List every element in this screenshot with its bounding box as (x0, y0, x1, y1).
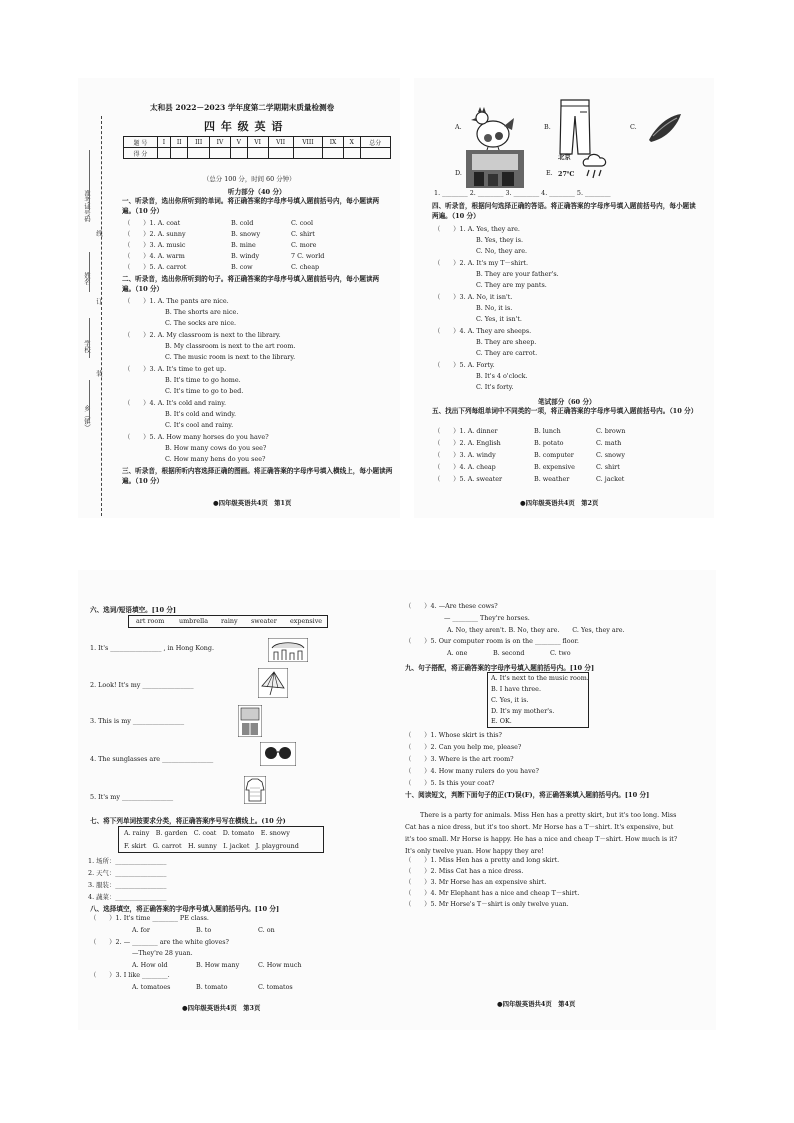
q4-instruction: 四、听录音，根据问句选择正确的答语。将正确答案的字母序号填入题前括号内，每小题读两遍。（10 分） (432, 202, 696, 220)
q4-item-b: B. No, it is. (476, 304, 513, 312)
score-cell[interactable] (360, 148, 390, 159)
q4-item-c: C. Yes, it isn't. (476, 315, 522, 323)
q6-item[interactable]: 2. Look! It's my ________________ (90, 681, 194, 689)
binding-char-line: 线 (95, 230, 103, 237)
art-room-picture (238, 705, 262, 737)
classify-category[interactable]: 1. 场所：________________ (88, 857, 167, 865)
q8-question: （ ）5. Our computer room is on the ________ floor. (405, 637, 579, 645)
field-line (89, 318, 90, 358)
q1-item: C. more (291, 241, 317, 249)
q8-option: C. How much (258, 961, 302, 969)
q8-instruction: 八、选择填空，将正确答案的字母序号填入题前括号内。[10 分] (90, 905, 280, 913)
q2-item-c: C. The music room is next to the library. (165, 353, 296, 361)
score-cell[interactable] (157, 148, 170, 159)
q8-question: （ ）3. I like ________. (90, 971, 170, 979)
q5-item-b: B. computer (534, 451, 574, 459)
score-header: II (170, 137, 187, 148)
q1-item: C. cheap (291, 263, 320, 271)
q4-item-a: （ ）5. A. Forty. (434, 361, 495, 369)
q2-item-a: （ ）4. A. It's cold and rainy. (124, 399, 226, 407)
score-table (123, 136, 391, 159)
q4-item-a: （ ）4. A. They are sheeps. (434, 327, 532, 335)
classify-category[interactable]: 4. 蔬菜：________________ (88, 893, 167, 901)
q6-item[interactable]: 3. This is my ________________ (90, 717, 185, 725)
q8-option: A. tomatoes (132, 983, 171, 991)
q2-item-a: （ ）5. A. How many horses do you have? (124, 433, 269, 441)
binding-char-zhuang: 装 (95, 370, 103, 377)
rain-cloud-icon (582, 152, 608, 182)
q10-instruction: 十、阅读短文，判断下面句子的正(T)误(F)，将正确答案填入题前括号内。[10 分] (405, 791, 650, 799)
town-label: 乡（镇） (83, 405, 91, 431)
q6-item[interactable]: 4. The sunglasses are ________________ (90, 755, 214, 763)
q9-answer: D. It's my mother's. (491, 707, 555, 715)
q2-item-b: B. How many cows do you see? (165, 444, 267, 452)
q9-item: （ ）5. Is this your coat? (405, 779, 495, 787)
score-header: IV (210, 137, 231, 148)
q5-item-c: C. snowy (596, 451, 626, 459)
binding-line (101, 116, 102, 516)
q2-item-a: （ ）2. A. My classroom is next to the library. (124, 331, 281, 339)
q8-option: B. to (196, 926, 212, 934)
q4-item-c: C. No, they are. (476, 247, 528, 255)
q4-item-c: C. They are carrot. (476, 349, 538, 357)
q5-item-b: B. potato (534, 439, 564, 447)
reading-passage-line: it's too small. Mr Horse is happy. He has a nice and cheap T－shirt. How much is it? (405, 835, 678, 843)
q4-item-a: （ ）2. A. It's my T－shirt. (434, 259, 528, 267)
q1-item: B. cow (231, 263, 253, 271)
q5-item-a: （ ）1. A. dinner (434, 427, 498, 435)
score-cell[interactable] (188, 148, 210, 159)
q1-item: （ ）3. A. music (124, 241, 186, 249)
sunglasses-picture (260, 742, 296, 766)
q9-answer: C. Yes, it is. (491, 696, 529, 704)
q4-item-a: （ ）1. A. Yes, they are. (434, 225, 520, 233)
rain-city-picture (268, 638, 308, 662)
field-line (89, 380, 90, 420)
q2-item-c: C. It's cool and rainy. (165, 421, 234, 429)
q5-item-c: C. jacket (596, 475, 625, 483)
classify-category[interactable]: 2. 天气：________________ (88, 869, 167, 877)
q4-item-b: B. They are sheep. (476, 338, 537, 346)
weather-city: 北京 (558, 153, 571, 161)
score-row-label: 得 分 (124, 148, 158, 159)
q8-question: （ ）1. It's time ________ PE class. (90, 914, 209, 922)
score-cell[interactable] (323, 148, 344, 159)
q1-item: 7 C. world (291, 252, 325, 260)
classify-category[interactable]: 3. 服装：________________ (88, 881, 167, 889)
q5-item-a: （ ）4. A. cheap (434, 463, 496, 471)
q10-item: （ ）1. Miss Hen has a pretty and long skirt. (405, 856, 560, 864)
score-cell[interactable] (293, 148, 322, 159)
q8-option: C. tomatos (258, 983, 293, 991)
classroom-picture (466, 150, 524, 188)
q9-item: （ ）1. Whose skirt is this? (405, 731, 502, 739)
weather-temp: 27℃ (558, 170, 575, 178)
q8-options: A. one B. second C. two (447, 649, 571, 657)
q2-item-b: B. It's time to go home. (165, 376, 241, 384)
score-header: 总分 (360, 137, 390, 148)
q9-item: （ ）2. Can you help me, please? (405, 743, 522, 751)
hen-picture (468, 104, 518, 154)
page-footer: ●四年级英语共4页 第1页 (213, 499, 292, 507)
q2-item-c: C. How many hens do you see? (165, 455, 266, 463)
pic-label-a: A. (455, 123, 462, 131)
q2-item-a: （ ）3. A. It's time to get up. (124, 365, 227, 373)
score-header: V (230, 137, 247, 148)
q8-question-answer: —They're 28 yuan. (132, 949, 193, 957)
q1-item: B. snowy (231, 230, 261, 238)
q8-option: A. for (132, 926, 150, 934)
q2-item-c: C. The socks are nice. (165, 319, 237, 327)
q9-answer: A. It's next to the music room. (491, 674, 589, 682)
exam-subject: 四 年 级 英 语 (204, 120, 284, 133)
q5-instruction: 五、找出下列每组单词中不同类的一项，将正确答案的字母序号填入题前括号内。（10 分） (432, 407, 698, 415)
q8-question: （ ）4. —Are these cows? (405, 602, 498, 610)
q8-option: C. on (258, 926, 275, 934)
school-label: 学校 (83, 340, 91, 353)
score-cell[interactable] (343, 148, 360, 159)
q1-item: C. cool (291, 219, 314, 227)
field-line (89, 252, 90, 292)
q4-item-b: B. Yes, they is. (476, 236, 524, 244)
classify-row2: F. skirt G. carrot H. sunny I. jacket J. playground (124, 842, 299, 850)
q6-item[interactable]: 5. It's my ________________ (90, 793, 174, 801)
q4-item-c: C. It's forty. (476, 383, 514, 391)
score-header: 题 号 (124, 137, 158, 148)
q2-item-b: B. It's cold and windy. (165, 410, 237, 418)
score-cell[interactable] (268, 148, 293, 159)
q1-item: B. cold (231, 219, 254, 227)
q9-item: （ ）4. How many rulers do you have? (405, 767, 539, 775)
q5-item-b: B. weather (534, 475, 570, 483)
q8-option: B. tomato (196, 983, 228, 991)
total-note: （总分 100 分，时间 60 分钟） (203, 175, 296, 183)
reading-passage-line: It's only twelve yuan. How happy they are! (405, 847, 544, 855)
q1-item: （ ）5. A. carrot (124, 263, 187, 271)
q9-answer: B. I have three. (491, 685, 541, 693)
q1-item: （ ）4. A. warm (124, 252, 185, 260)
q1-item: （ ）1. A. coat (124, 219, 181, 227)
q9-instruction: 九、句子搭配，将正确答案的字母序号填入题前括号内。[10 分] (405, 664, 595, 672)
q10-item: （ ）2. Miss Cat has a nice dress. (405, 867, 524, 875)
word-bank-item: art room (136, 617, 165, 625)
score-cell[interactable] (170, 148, 187, 159)
classify-row1: A. rainy B. garden C. coat D. tomato E. snowy (124, 829, 290, 837)
q4-item-c: C. They are my pants. (476, 281, 547, 289)
q9-item: （ ）3. Where is the art room? (405, 755, 514, 763)
score-header: VIII (293, 137, 322, 148)
pic-label-d: D. (455, 169, 462, 177)
q6-instruction: 六、选词/短语填空。[10 分] (90, 606, 177, 614)
sweater-picture (244, 776, 266, 804)
field-line (89, 150, 90, 210)
q8-question: （ ）2. — ________ are the white gloves? (90, 938, 229, 946)
word-bank-item: sweater (251, 617, 277, 625)
word-bank-item: expensive (290, 617, 323, 625)
pants-picture (557, 98, 593, 156)
q5-item-a: （ ）5. A. sweater (434, 475, 503, 483)
q9-answer: E. OK. (491, 717, 512, 725)
q1-item: B. mine (231, 241, 256, 249)
pic-label-e: E. (546, 169, 553, 177)
q2-item-c: C. It's time to go to bed. (165, 387, 244, 395)
q10-item: （ ）3. Mr Horse has an expensive shirt. (405, 878, 547, 886)
score-header: III (188, 137, 210, 148)
score-cell[interactable] (230, 148, 247, 159)
q2-item-b: B. The shorts are nice. (165, 308, 239, 316)
q1-item: B. windy (231, 252, 260, 260)
q5-item-c: C. math (596, 439, 622, 447)
q2-instruction: 二、听录音，选出你所听到的句子。将正确答案的字母序号填入题前括号内，每小题读两遍。（10 分） (122, 275, 380, 293)
q7-instruction: 七、将下列单词按要求分类，将正确答案序号写在横线上。(10 分) (90, 817, 286, 825)
score-cell[interactable] (247, 148, 268, 159)
q6-item[interactable]: 1. It's ________________ , in Hong Kong. (90, 644, 215, 652)
q8-options: A. No, they aren't. B. No, they are. C. Yes, they are. (447, 626, 625, 634)
score-header: VII (268, 137, 293, 148)
score-header: I (157, 137, 170, 148)
q5-item-c: C. shirt (596, 463, 620, 471)
page-footer: ●四年级英语共4页 第2页 (520, 499, 599, 507)
written-header: 笔试部分（60 分） (538, 398, 596, 406)
score-cell[interactable] (210, 148, 231, 159)
q8-question-answer: — ________ They're horses. (444, 614, 530, 622)
exam-title: 太和县 2022－2023 学年度第二学期期末质量检测卷 (150, 103, 335, 112)
reading-passage-line: There is a party for animals. Miss Hen has a pretty skirt, but it's too long. Miss (420, 811, 677, 819)
q1-instruction: 一、听录音，选出你所听到的单词。将正确答案的字母序号填入题前括号内，每小题读两遍。（10 分） (122, 197, 380, 215)
listening-header: 听力部分（40 分） (228, 188, 286, 196)
score-header: VI (247, 137, 268, 148)
word-bank-item: rainy (221, 617, 238, 625)
q4-item-b: B. They are your father's. (476, 270, 559, 278)
q5-item-a: （ ）2. A. English (434, 439, 501, 447)
q2-item-a: （ ）1. A. The pants are nice. (124, 297, 229, 305)
pic-label-c: C. (630, 123, 637, 131)
q1-item: C. shirt (291, 230, 315, 238)
q8-option: A. How old (132, 961, 168, 969)
page-footer: ●四年级英语共4页 第4页 (497, 1000, 576, 1008)
q1-item: （ ）2. A. sunny (124, 230, 186, 238)
name-label: 姓名 (83, 272, 91, 285)
q10-item: （ ）5. Mr Horse's T－shirt is only twelve yuan. (405, 900, 569, 908)
q5-item-b: B. lunch (534, 427, 561, 435)
q5-item-c: C. brown (596, 427, 626, 435)
q10-item: （ ）4. Mr Elephant has a nice and cheap T－shirt. (405, 889, 580, 897)
reading-passage-line: Cat has a nice dress, but it's too short. Mr Horse has a T－shirt. It's expensive, but (405, 823, 674, 831)
umbrella-picture (258, 668, 288, 698)
exam-number-label: 准考证号码 (83, 190, 91, 222)
q3-instruction: 三、听录音，根据所听内容选择正确的图画。将正确答案的字母序号填入横线上，每小题读两遍。（10 分） (122, 467, 393, 485)
q5-item-b: B. expensive (534, 463, 575, 471)
page-footer: ●四年级英语共4页 第3页 (182, 1004, 261, 1012)
pic-label-b: B. (544, 123, 551, 131)
q4-item-a: （ ）3. A. No, it isn't. (434, 293, 513, 301)
binding-char-ding: 订 (95, 298, 103, 305)
picture-answer-blanks[interactable]: 1. ________ 2. ________ 3. ________ 4. ________ 5. ________ (434, 189, 611, 197)
score-header: IX (323, 137, 344, 148)
q8-option: B. How many (196, 961, 240, 969)
corn-picture (645, 110, 685, 144)
q5-item-a: （ ）3. A. windy (434, 451, 496, 459)
score-header: X (343, 137, 360, 148)
word-bank-item: umbrella (179, 617, 209, 625)
q4-item-b: B. It's 4 o'clock. (476, 372, 528, 380)
q2-item-b: B. My classroom is next to the art room. (165, 342, 296, 350)
